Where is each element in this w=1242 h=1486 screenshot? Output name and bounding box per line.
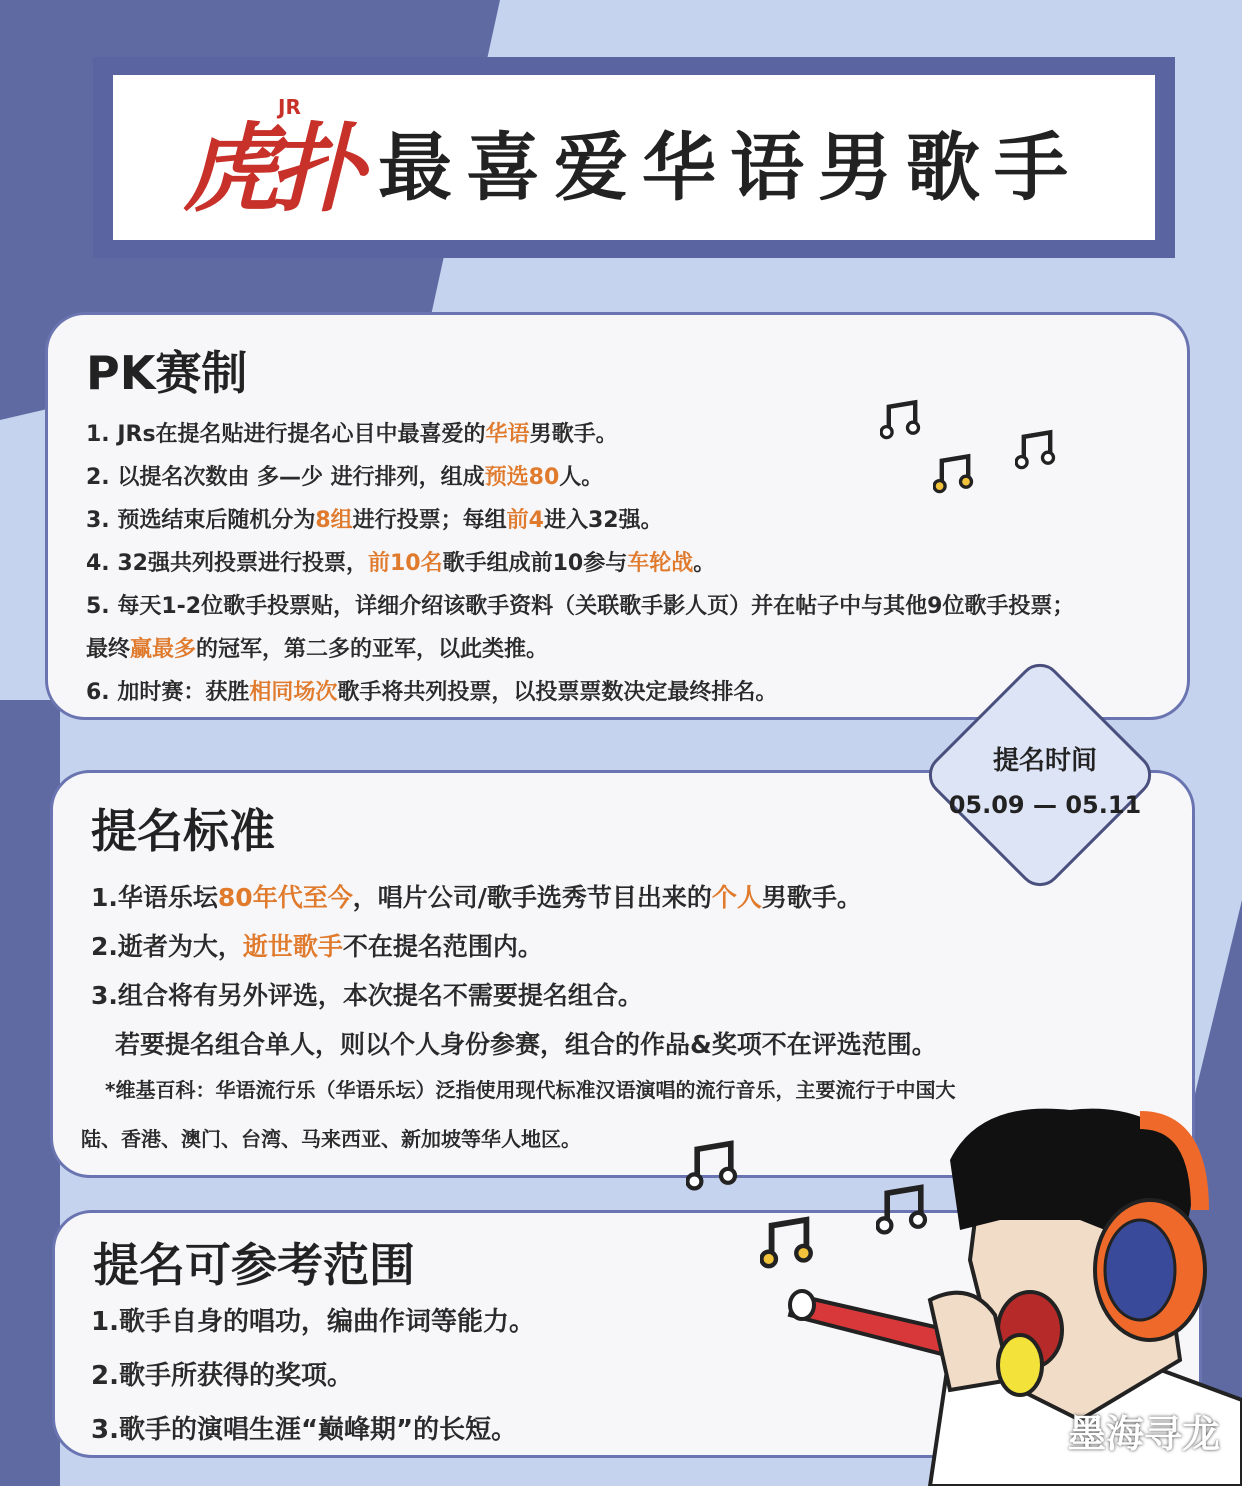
watermark: 墨海寻龙: [1067, 1412, 1220, 1456]
hupu-logo: 虎扑: [183, 113, 355, 225]
pk-line: [86, 589, 1074, 620]
text-segment: 男歌手。: [761, 883, 862, 912]
text-segment: 2.逝者为大，: [91, 932, 243, 961]
text-segment: 1. JRs在提名贴进行提名心目中最喜爱的: [86, 422, 486, 447]
highlight-text: 8组: [315, 508, 353, 533]
criteria-line: [91, 878, 862, 914]
deadline-range: 05.09 — 05.11: [948, 791, 1142, 819]
pk-rules-heading: PK赛制: [86, 346, 248, 400]
text-segment: 的冠军，第二多的亚军，以此类推。: [196, 637, 549, 662]
highlight-text: 赢最多: [130, 637, 197, 662]
highlight-text: 个人: [711, 883, 762, 912]
music-note-icon: [880, 398, 924, 442]
text-segment: 歌手组成前10参与: [442, 551, 628, 576]
highlight-text: 80年代至今: [217, 883, 353, 912]
text-segment: 不在提名范围内。: [342, 932, 543, 961]
text-segment: 2. 以提名次数由 多—少 进行排列，组成: [86, 465, 485, 490]
text-segment: 4. 32强共列投票进行投票，: [86, 551, 368, 576]
scope-heading: 提名可参考范围: [93, 1238, 415, 1292]
scope-line: [91, 1355, 353, 1392]
text-segment: 。: [693, 551, 716, 576]
highlight-text: 预选80: [484, 465, 560, 490]
pk-rules-card: [45, 312, 1190, 720]
text-segment: 2.歌手所获得的奖项。: [91, 1361, 353, 1391]
criteria-line: [91, 976, 643, 1012]
text-segment: 进行投票；每组: [352, 508, 507, 533]
text-segment: 1.歌手自身的唱功，编曲作词等能力。: [91, 1307, 535, 1337]
pk-line: [86, 460, 603, 491]
text-segment: 若要提名组合单人，则以个人身份参赛，组合的作品&奖项不在评选范围。: [115, 1030, 937, 1059]
scope-line: [91, 1409, 517, 1446]
music-note-icon: [686, 1138, 742, 1194]
pk-line: [86, 417, 618, 448]
criteria-line: [81, 1123, 581, 1152]
text-segment: 3.歌手的演唱生涯“巅峰期”的长短。: [91, 1415, 518, 1445]
text-segment: 进入32强。: [543, 508, 663, 533]
text-segment: 5. 每天1-2位歌手投票贴，详细介绍该歌手资料（关联歌手影人页）并在帖子中与其他9位歌手投票；: [86, 594, 1075, 619]
deadline-label: 提名时间: [992, 746, 1097, 776]
text-segment: 陆、香港、澳门、台湾、马来西亚、新加坡等华人地区。: [81, 1127, 581, 1151]
criteria-heading: 提名标准: [91, 804, 275, 858]
highlight-text: 前10名: [367, 551, 443, 576]
text-segment: ，唱片公司/歌手选秀节目出来的: [352, 883, 712, 912]
highlight-text: 逝世歌手: [242, 932, 343, 961]
criteria-line: [91, 927, 543, 963]
highlight-text: 相同场次: [249, 680, 338, 705]
text-segment: 6. 加时赛：获胜: [86, 680, 250, 705]
music-note-icon: [933, 452, 977, 496]
text-segment: 3. 预选结束后随机分为: [86, 508, 316, 533]
criteria-line: [105, 1074, 955, 1103]
pk-line: [86, 675, 777, 706]
deadline-text: [940, 740, 1150, 819]
text-segment: 人。: [559, 465, 604, 490]
music-note-icon: [1015, 428, 1059, 472]
text-segment: 最终: [86, 637, 131, 662]
text-segment: 男歌手。: [529, 422, 618, 447]
page-title: 最喜爱华语男歌手: [378, 125, 1082, 211]
text-segment: *维基百科：华语流行乐（华语乐坛）泛指使用现代标准汉语演唱的流行音乐，主要流行于中国大: [105, 1078, 956, 1102]
highlight-text: 华语: [485, 422, 530, 447]
scope-line: [91, 1301, 535, 1338]
title-banner: [113, 75, 1155, 240]
text-segment: 1.华语乐坛: [91, 883, 218, 912]
pk-line: [86, 632, 548, 663]
highlight-text: 前4: [506, 508, 544, 533]
pk-line: [86, 503, 663, 534]
text-segment: 歌手将共列投票，以投票票数决定最终排名。: [337, 680, 778, 705]
highlight-text: 车轮战: [627, 551, 694, 576]
text-segment: 3.组合将有另外评选，本次提名不需要提名组合。: [91, 981, 643, 1010]
pk-line: [86, 546, 715, 577]
hupu-logo-jr: JR: [278, 95, 301, 119]
criteria-line: [115, 1025, 937, 1061]
